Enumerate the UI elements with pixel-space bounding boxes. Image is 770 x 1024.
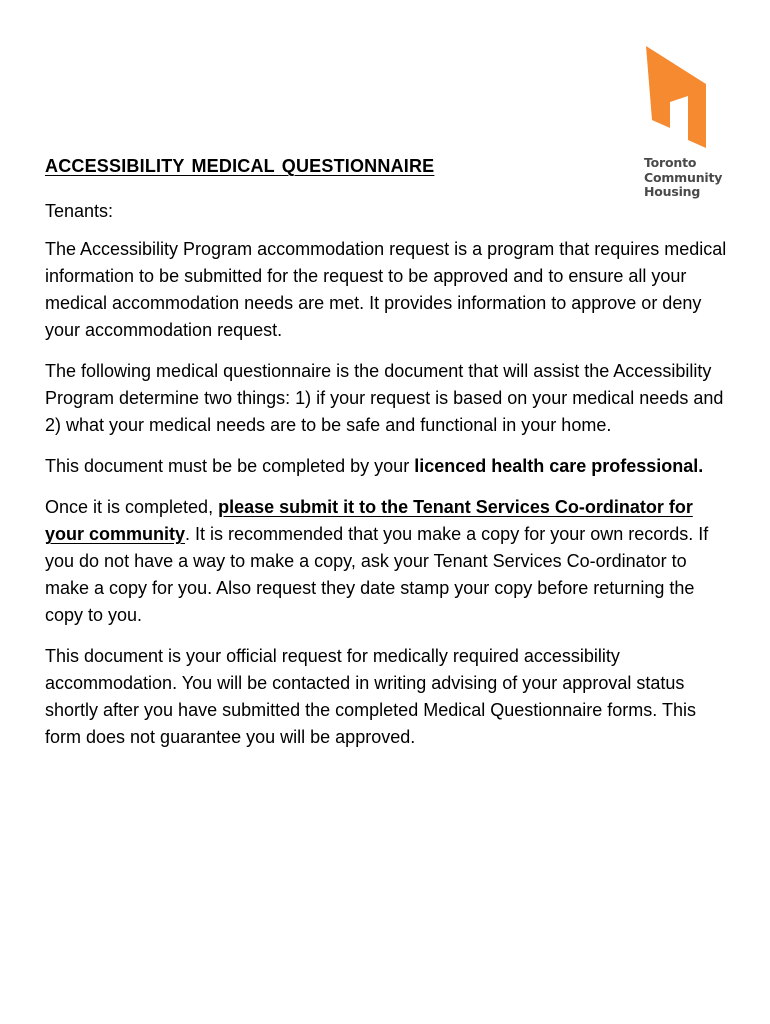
paragraph-official-request: This document is your official request for medically required accessibility accommodation. You will be contacted in writing advising of your approval status shortly after you have submitted the completed Medical Questionnaire forms. This form does not guarantee you will be approved. (45, 646, 696, 747)
paragraph-submission-instructions (45, 494, 733, 629)
logo-wordmark (644, 156, 722, 200)
logo-line-2: Community (644, 169, 723, 185)
toronto-community-housing-logo (640, 44, 723, 204)
paragraph-program-overview: The Accessibility Program accommodation request is a program that requires medical information to be submitted for the request to be approved and to ensure all your medical accommodation needs are met. It provides information to approve or deny your accommodation request. (45, 239, 727, 340)
submission-intro-text: Once it is completed, (45, 497, 219, 517)
document-body (45, 198, 733, 765)
logo-line-3: Housing (644, 184, 701, 199)
paragraph-questionnaire-purpose: The following medical questionnaire is the document that will assist the Accessibility Program determine two things: 1) if your request is based on your medical needs and 2) what your medical needs are to be safe and functional in your home. (45, 361, 724, 435)
completion-text: This document must be be completed by your (45, 456, 415, 476)
logo-line-1: Toronto (644, 155, 697, 170)
paragraph-completion-requirement (45, 453, 733, 480)
logo-mark-icon (644, 44, 708, 152)
submission-emphasis-text: please submit it to the Tenant Services Co-ordinator for your community (45, 497, 693, 544)
document-title: ACCESSIBILITY MEDICAL QUESTIONNAIRE (45, 156, 435, 176)
greeting: Tenants: (45, 201, 114, 221)
health-care-professional-text: licenced health care professional. (414, 456, 704, 476)
submission-details-text: . It is recommended that you make a copy for your own records. If you do not have a way to make a copy, ask your Tenant Services Co-ordinator to make a copy for you. Also request they date stamp your copy before returning the copy to you. (45, 524, 709, 625)
